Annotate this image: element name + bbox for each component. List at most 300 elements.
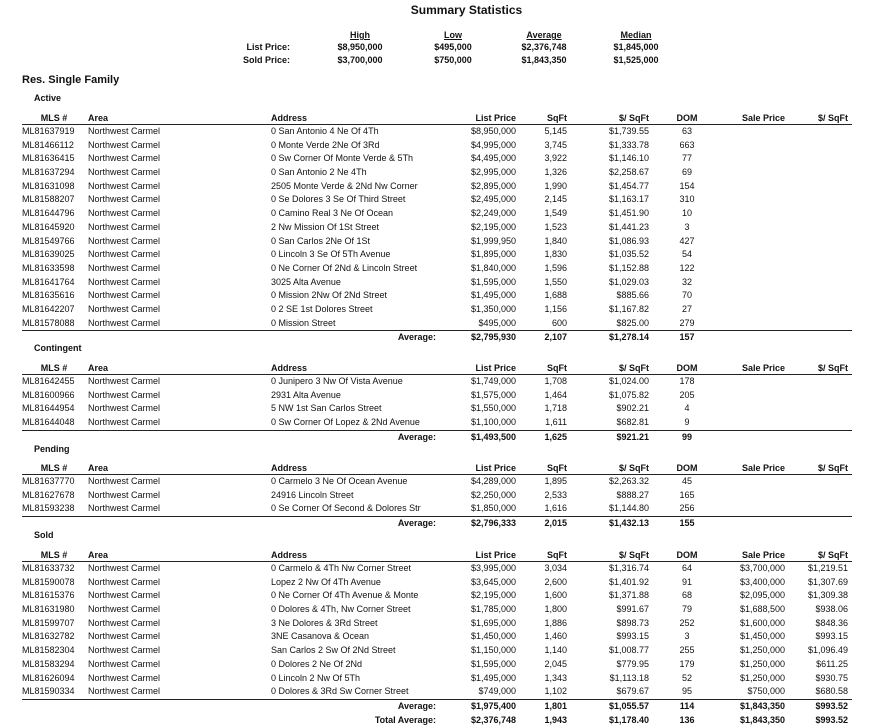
listing-table: [22, 362, 852, 444]
cell-price-per-sqft: $1,451.90: [608, 208, 649, 219]
page-title: Summary Statistics: [410, 3, 523, 17]
cell-list-price: $1,840,000: [470, 262, 516, 273]
column-header-area: Area: [88, 550, 109, 560]
cell-address: 0 Lincoln 2 Nw Of 5Th: [271, 672, 361, 683]
average-dom: 114: [679, 700, 695, 711]
column-header-price-per-sqft: $/ SqFt: [618, 463, 649, 473]
cell-list-price: $2,495,000: [470, 194, 516, 205]
cell-area: Northwest Carmel: [88, 194, 161, 205]
table-row: [22, 603, 852, 617]
summary-header-median: Median: [620, 30, 652, 40]
cell-sale-price: $3,700,000: [739, 563, 785, 573]
cell-area: Northwest Carmel: [88, 389, 161, 400]
table-row: [22, 289, 852, 303]
cell-sqft: 1,156: [544, 303, 567, 314]
cell-list-price: $2,895,000: [470, 180, 516, 191]
summary-header-average: Average: [526, 30, 562, 40]
table-row: [22, 152, 852, 166]
column-header-address: Address: [271, 113, 308, 123]
cell-sale-price: $1,250,000: [739, 658, 785, 669]
cell-price-per-sqft: $1,333.78: [608, 139, 649, 150]
property-type-title: Res. Single Family: [22, 74, 120, 86]
cell-dom: 9: [684, 417, 690, 428]
cell-dom: 3: [684, 631, 690, 642]
cell-price-per-sqft: $1,144.80: [608, 503, 649, 514]
cell-price-per-sqft: $1,454.77: [608, 180, 649, 191]
section-title: Active: [34, 93, 62, 103]
cell-sqft: 1,990: [544, 180, 567, 191]
cell-dom: 10: [681, 208, 692, 219]
cell-address: 3025 Alta Avenue: [271, 276, 341, 287]
table-row: [22, 630, 852, 644]
cell-sqft: 2,145: [544, 194, 567, 205]
table-row: [22, 207, 852, 221]
cell-area: Northwest Carmel: [88, 658, 161, 669]
table-header: [22, 112, 852, 125]
average-sale-price-per-sqft: $993.52: [815, 700, 848, 711]
cell-address: 0 Se Dolores 3 Se Of Third Street: [271, 194, 406, 205]
cell-price-per-sqft: $779.95: [616, 658, 649, 669]
cell-price-per-sqft: $1,029.03: [608, 276, 649, 287]
cell-price-per-sqft: $1,152.88: [608, 262, 649, 273]
cell-list-price: $8,950,000: [470, 126, 516, 136]
section-title: Pending: [34, 444, 70, 454]
table-row: [22, 576, 852, 590]
cell-sqft: 600: [551, 317, 567, 328]
cell-mls: ML81631098: [22, 180, 75, 191]
cell-area: Northwest Carmel: [88, 503, 161, 514]
summary-list-low: $495,000: [434, 42, 472, 52]
cell-mls: ML81590078: [22, 576, 75, 587]
cell-list-price: $1,850,000: [470, 503, 516, 514]
cell-sqft: 1,326: [544, 167, 567, 178]
column-header-dom: DOM: [676, 113, 698, 123]
cell-list-price: $1,595,000: [470, 276, 516, 287]
cell-list-price: $1,749,000: [470, 376, 516, 386]
cell-price-per-sqft: $1,146.10: [608, 153, 649, 164]
cell-area: Northwest Carmel: [88, 221, 161, 232]
cell-dom: 122: [679, 262, 695, 273]
cell-area: Northwest Carmel: [88, 208, 161, 219]
cell-address: 0 2 SE 1st Dolores Street: [271, 303, 373, 314]
total-average-sale-price-per-sqft: $993.52: [815, 714, 848, 725]
table-row: [22, 262, 852, 276]
cell-sqft: 1,343: [544, 672, 567, 683]
cell-price-per-sqft: $682.81: [616, 417, 649, 428]
column-header-sale-price: Sale Price: [741, 463, 785, 473]
cell-sqft: 1,611: [545, 417, 567, 428]
column-header-address: Address: [271, 363, 308, 373]
total-average-sale-price: $1,843,350: [739, 714, 785, 725]
cell-address: 0 Dolores & 4Th, Nw Corner Street: [271, 604, 411, 615]
column-header-mls: MLS #: [40, 363, 68, 373]
cell-address: 0 Lincoln 3 Se Of 5Th Avenue: [271, 249, 391, 260]
cell-address: 0 Ne Corner Of 4Th Avenue & Monte: [271, 590, 419, 601]
cell-sqft: 1,708: [544, 376, 567, 386]
cell-sqft: 1,840: [544, 235, 567, 246]
cell-mls: ML81627678: [22, 489, 75, 500]
column-header-sale-price: Sale Price: [741, 113, 785, 123]
cell-list-price: $1,450,000: [470, 631, 516, 642]
cell-list-price: $1,575,000: [470, 389, 516, 400]
cell-price-per-sqft: $993.15: [616, 631, 649, 642]
column-header-dom: DOM: [676, 463, 698, 473]
cell-area: Northwest Carmel: [88, 686, 161, 697]
table-row: [22, 248, 852, 262]
column-header-address: Address: [271, 550, 308, 560]
cell-sale-price-per-sqft: $1,307.69: [807, 576, 848, 587]
cell-area: Northwest Carmel: [88, 376, 161, 386]
cell-address: 0 Junipero 3 Nw Of Vista Avenue: [271, 376, 403, 386]
cell-price-per-sqft: $1,086.93: [608, 235, 649, 246]
cell-dom: 663: [679, 139, 695, 150]
cell-list-price: $2,195,000: [470, 590, 516, 601]
table-row: [22, 589, 852, 603]
cell-price-per-sqft: $902.21: [616, 403, 649, 414]
cell-price-per-sqft: $888.27: [616, 489, 649, 500]
average-sqft: 1,801: [544, 700, 567, 711]
table-row: [22, 617, 852, 631]
column-header-address: Address: [271, 463, 308, 473]
cell-area: Northwest Carmel: [88, 576, 161, 587]
cell-dom: 91: [681, 576, 692, 587]
cell-area: Northwest Carmel: [88, 563, 161, 573]
cell-dom: 279: [679, 317, 695, 328]
cell-mls: ML81632782: [22, 631, 75, 642]
cell-dom: 4: [684, 403, 690, 414]
table-row: [22, 221, 852, 235]
cell-sqft: 1,895: [544, 476, 567, 486]
cell-sale-price-per-sqft: $1,096.49: [807, 645, 848, 656]
cell-area: Northwest Carmel: [88, 180, 161, 191]
cell-price-per-sqft: $2,258.67: [608, 167, 649, 178]
cell-list-price: $3,995,000: [470, 563, 516, 573]
average-label: Average:: [397, 332, 436, 343]
summary-sold-average: $1,843,350: [521, 55, 567, 65]
average-sqft: 1,625: [544, 431, 567, 442]
average-row: [22, 330, 852, 345]
cell-dom: 32: [681, 276, 692, 287]
cell-mls: ML81641764: [22, 276, 75, 287]
cell-area: Northwest Carmel: [88, 126, 161, 136]
summary-list-average: $2,376,748: [521, 42, 567, 52]
cell-list-price: $1,550,000: [470, 403, 516, 414]
table-row: [22, 475, 852, 489]
listing-table: [22, 462, 852, 531]
table-row: [22, 139, 852, 153]
column-header-area: Area: [88, 463, 109, 473]
cell-address: 0 Carmelo & 4Th Nw Corner Street: [271, 563, 412, 573]
summary-list-high: $8,950,000: [337, 42, 383, 52]
cell-mls: ML81466112: [22, 139, 74, 150]
column-header-sqft: SqFt: [547, 113, 567, 123]
cell-list-price: $1,495,000: [470, 290, 516, 301]
cell-address: 3 Ne Dolores & 3Rd Street: [271, 617, 378, 628]
cell-sqft: 2,600: [544, 576, 567, 587]
cell-sqft: 1,549: [544, 208, 567, 219]
cell-mls: ML81590334: [22, 686, 75, 697]
average-row: [22, 430, 852, 445]
cell-mls: ML81644954: [22, 403, 75, 414]
summary-list-median: $1,845,000: [613, 42, 659, 52]
cell-sqft: 1,596: [544, 262, 567, 273]
cell-dom: 54: [681, 249, 692, 260]
column-header-list-price: List Price: [475, 550, 516, 560]
cell-price-per-sqft: $1,035.52: [608, 249, 649, 260]
cell-sqft: 1,460: [544, 631, 567, 642]
cell-address: 0 Monte Verde 2Ne Of 3Rd: [271, 139, 380, 150]
column-header-sale-price: Sale Price: [741, 363, 785, 373]
cell-sale-price-per-sqft: $848.36: [815, 617, 848, 628]
cell-address: 3NE Casanova & Ocean: [271, 631, 370, 642]
cell-price-per-sqft: $991.67: [616, 604, 649, 615]
cell-mls: ML81642455: [22, 376, 75, 386]
cell-address: 2505 Monte Verde & 2Nd Nw Corner: [271, 180, 418, 191]
total-average-list-price: $2,376,748: [470, 714, 516, 725]
cell-sqft: 1,464: [544, 389, 567, 400]
cell-price-per-sqft: $1,113.18: [609, 672, 649, 683]
column-header-sale-price-per-sqft: $/ SqFt: [817, 363, 848, 373]
cell-sale-price: $1,250,000: [739, 672, 785, 683]
cell-list-price: $2,995,000: [470, 167, 516, 178]
cell-list-price: $1,999,950: [470, 235, 516, 246]
cell-price-per-sqft: $2,263.32: [608, 476, 649, 486]
cell-mls: ML81626094: [22, 672, 75, 683]
cell-dom: 178: [679, 376, 695, 386]
cell-mls: ML81637294: [22, 167, 75, 178]
table-row: [22, 317, 852, 331]
cell-address: 0 Ne Corner Of 2Nd & Lincoln Street: [271, 262, 418, 273]
cell-list-price: $1,695,000: [470, 617, 516, 628]
cell-address: 0 Dolores & 3Rd Sw Corner Street: [271, 686, 409, 697]
cell-area: Northwest Carmel: [88, 235, 161, 246]
cell-dom: 63: [681, 126, 692, 136]
average-price-per-sqft: $1,278.14: [608, 332, 649, 343]
cell-sqft: 1,830: [544, 249, 567, 260]
cell-list-price: $1,595,000: [470, 658, 516, 669]
cell-mls: ML81642207: [22, 303, 75, 314]
cell-area: Northwest Carmel: [88, 317, 161, 328]
cell-area: Northwest Carmel: [88, 167, 161, 178]
column-header-list-price: List Price: [475, 463, 516, 473]
listing-table: [22, 112, 852, 345]
total-average-dom: 136: [679, 714, 695, 725]
cell-dom: 70: [681, 290, 692, 301]
cell-mls: ML81599707: [22, 617, 75, 628]
cell-mls: ML81631980: [22, 604, 75, 615]
total-average-label: Total Average:: [374, 714, 436, 725]
cell-list-price: $1,350,000: [470, 303, 516, 314]
cell-address: 0 San Carlos 2Ne Of 1St: [271, 235, 371, 246]
cell-mls: ML81582304: [22, 645, 75, 656]
column-header-sqft: SqFt: [547, 463, 567, 473]
cell-mls: ML81637919: [22, 126, 75, 136]
cell-area: Northwest Carmel: [88, 476, 161, 486]
table-row: [22, 389, 852, 403]
cell-area: Northwest Carmel: [88, 489, 161, 500]
cell-dom: 310: [679, 194, 695, 205]
table-header: [22, 549, 852, 562]
cell-area: Northwest Carmel: [88, 417, 161, 428]
cell-sqft: 5,145: [544, 126, 567, 136]
cell-price-per-sqft: $898.73: [616, 617, 649, 628]
column-header-area: Area: [88, 363, 109, 373]
cell-list-price: $1,100,000: [470, 417, 516, 428]
cell-sale-price-per-sqft: $993.15: [815, 631, 848, 642]
cell-sqft: 1,800: [544, 604, 567, 615]
average-dom: 157: [679, 332, 695, 343]
table-header: [22, 362, 852, 375]
table-row: [22, 562, 852, 576]
cell-list-price: $749,000: [478, 686, 516, 697]
average-row: [22, 516, 852, 531]
cell-dom: 427: [679, 235, 695, 246]
cell-sqft: 3,034: [544, 563, 567, 573]
cell-mls: ML81637770: [22, 476, 75, 486]
cell-price-per-sqft: $1,075.82: [608, 389, 649, 400]
cell-sqft: 1,102: [544, 686, 567, 697]
cell-sale-price-per-sqft: $930.75: [815, 672, 848, 683]
cell-dom: 69: [681, 167, 692, 178]
cell-area: Northwest Carmel: [88, 645, 161, 656]
column-header-sale-price: Sale Price: [741, 550, 785, 560]
listing-table: [22, 549, 852, 727]
table-row: [22, 276, 852, 290]
cell-mls: ML81593238: [22, 503, 75, 514]
cell-price-per-sqft: $1,008.77: [608, 645, 649, 656]
column-header-sale-price-per-sqft: $/ SqFt: [817, 550, 848, 560]
column-header-price-per-sqft: $/ SqFt: [618, 550, 649, 560]
cell-address: 0 Camino Real 3 Ne Of Ocean: [271, 208, 394, 219]
cell-list-price: $4,289,000: [470, 476, 516, 486]
table-row: [22, 658, 852, 672]
column-header-dom: DOM: [676, 550, 698, 560]
cell-area: Northwest Carmel: [88, 303, 161, 314]
cell-dom: 165: [679, 489, 695, 500]
cell-mls: ML81639025: [22, 249, 75, 260]
column-header-mls: MLS #: [40, 550, 68, 560]
cell-sqft: 1,550: [544, 276, 567, 287]
cell-sale-price: $750,000: [747, 686, 785, 697]
table-row: [22, 180, 852, 194]
cell-dom: 52: [681, 672, 692, 683]
average-sale-price: $1,843,350: [739, 700, 785, 711]
cell-dom: 68: [681, 590, 692, 601]
section-title: Contingent: [34, 343, 82, 353]
column-header-list-price: List Price: [475, 113, 516, 123]
cell-address: 0 Dolores 2 Ne Of 2Nd: [271, 658, 363, 669]
cell-sale-price-per-sqft: $611.25: [816, 658, 848, 669]
cell-sale-price-per-sqft: $680.58: [815, 686, 848, 697]
cell-address: Lopez 2 Nw Of 4Th Avenue: [271, 576, 381, 587]
cell-list-price: $2,195,000: [470, 221, 516, 232]
cell-area: Northwest Carmel: [88, 604, 161, 615]
cell-dom: 256: [679, 503, 695, 514]
cell-area: Northwest Carmel: [88, 617, 161, 628]
cell-price-per-sqft: $1,371.88: [608, 590, 649, 601]
cell-address: 24916 Lincoln Street: [271, 489, 354, 500]
cell-sqft: 3,745: [544, 139, 567, 150]
cell-area: Northwest Carmel: [88, 276, 161, 287]
cell-mls: ML81644796: [22, 208, 75, 219]
cell-address: 0 San Antonio 4 Ne Of 4Th: [271, 126, 379, 136]
summary-sold-low: $750,000: [434, 55, 472, 65]
average-sqft: 2,015: [544, 518, 567, 529]
average-list-price: $1,975,400: [470, 700, 516, 711]
total-average-price-per-sqft: $1,178.40: [608, 714, 649, 725]
cell-sqft: 2,533: [544, 489, 567, 500]
cell-dom: 3: [684, 221, 690, 232]
cell-price-per-sqft: $1,739.55: [608, 126, 649, 136]
average-dom: 99: [681, 431, 692, 442]
cell-list-price: $2,250,000: [470, 489, 516, 500]
cell-dom: 77: [681, 153, 692, 164]
cell-address: 5 NW 1st San Carlos Street: [271, 403, 382, 414]
column-header-dom: DOM: [676, 363, 698, 373]
cell-sale-price: $1,600,000: [739, 617, 785, 628]
cell-sale-price-per-sqft: $1,219.51: [807, 563, 848, 573]
cell-area: Northwest Carmel: [88, 153, 161, 164]
cell-dom: 95: [681, 686, 692, 697]
summary-sold-median: $1,525,000: [613, 55, 659, 65]
cell-price-per-sqft: $1,441.23: [608, 221, 649, 232]
cell-area: Northwest Carmel: [88, 249, 161, 260]
summary-list-label: List Price:: [246, 42, 290, 52]
cell-mls: ML81615376: [22, 590, 75, 601]
cell-sqft: 1,718: [544, 403, 567, 414]
average-price-per-sqft: $1,432.13: [608, 518, 649, 529]
cell-sqft: 3,922: [544, 153, 567, 164]
table-row: [22, 375, 852, 389]
cell-address: 0 San Antonio 2 Ne 4Th: [271, 167, 367, 178]
cell-price-per-sqft: $885.66: [616, 290, 649, 301]
cell-mls: ML81635616: [22, 290, 75, 301]
cell-sqft: 1,140: [544, 645, 567, 656]
average-label: Average:: [397, 518, 436, 529]
cell-mls: ML81578088: [22, 317, 75, 328]
cell-list-price: $1,895,000: [470, 249, 516, 260]
cell-sqft: 1,688: [544, 290, 567, 301]
column-header-sqft: SqFt: [547, 550, 567, 560]
summary-sold-label: Sold Price:: [242, 55, 290, 65]
cell-mls: ML81588207: [22, 194, 75, 205]
cell-dom: 79: [681, 604, 692, 615]
cell-mls: ML81600966: [22, 389, 75, 400]
cell-sqft: 1,600: [544, 590, 567, 601]
cell-sqft: 1,886: [544, 617, 567, 628]
section-title: Sold: [34, 530, 54, 540]
cell-sale-price: $1,450,000: [739, 631, 785, 642]
average-sqft: 2,107: [544, 332, 567, 343]
cell-area: Northwest Carmel: [88, 590, 161, 601]
cell-address: 2 Nw Mission Of 1St Street: [271, 221, 380, 232]
cell-area: Northwest Carmel: [88, 139, 161, 150]
cell-list-price: $3,645,000: [470, 576, 516, 587]
cell-mls: ML81583294: [22, 658, 75, 669]
average-list-price: $2,796,333: [470, 518, 516, 529]
average-row: [22, 699, 852, 714]
cell-mls: ML81644048: [22, 417, 75, 428]
cell-price-per-sqft: $1,167.82: [608, 303, 649, 314]
average-list-price: $1,493,500: [470, 431, 516, 442]
average-price-per-sqft: $921.21: [616, 431, 649, 442]
cell-address: 0 Mission Street: [271, 317, 336, 328]
cell-price-per-sqft: $1,024.00: [608, 376, 649, 386]
column-header-sqft: SqFt: [547, 363, 567, 373]
column-header-mls: MLS #: [40, 463, 68, 473]
cell-area: Northwest Carmel: [88, 672, 161, 683]
summary-sold-high: $3,700,000: [337, 55, 383, 65]
